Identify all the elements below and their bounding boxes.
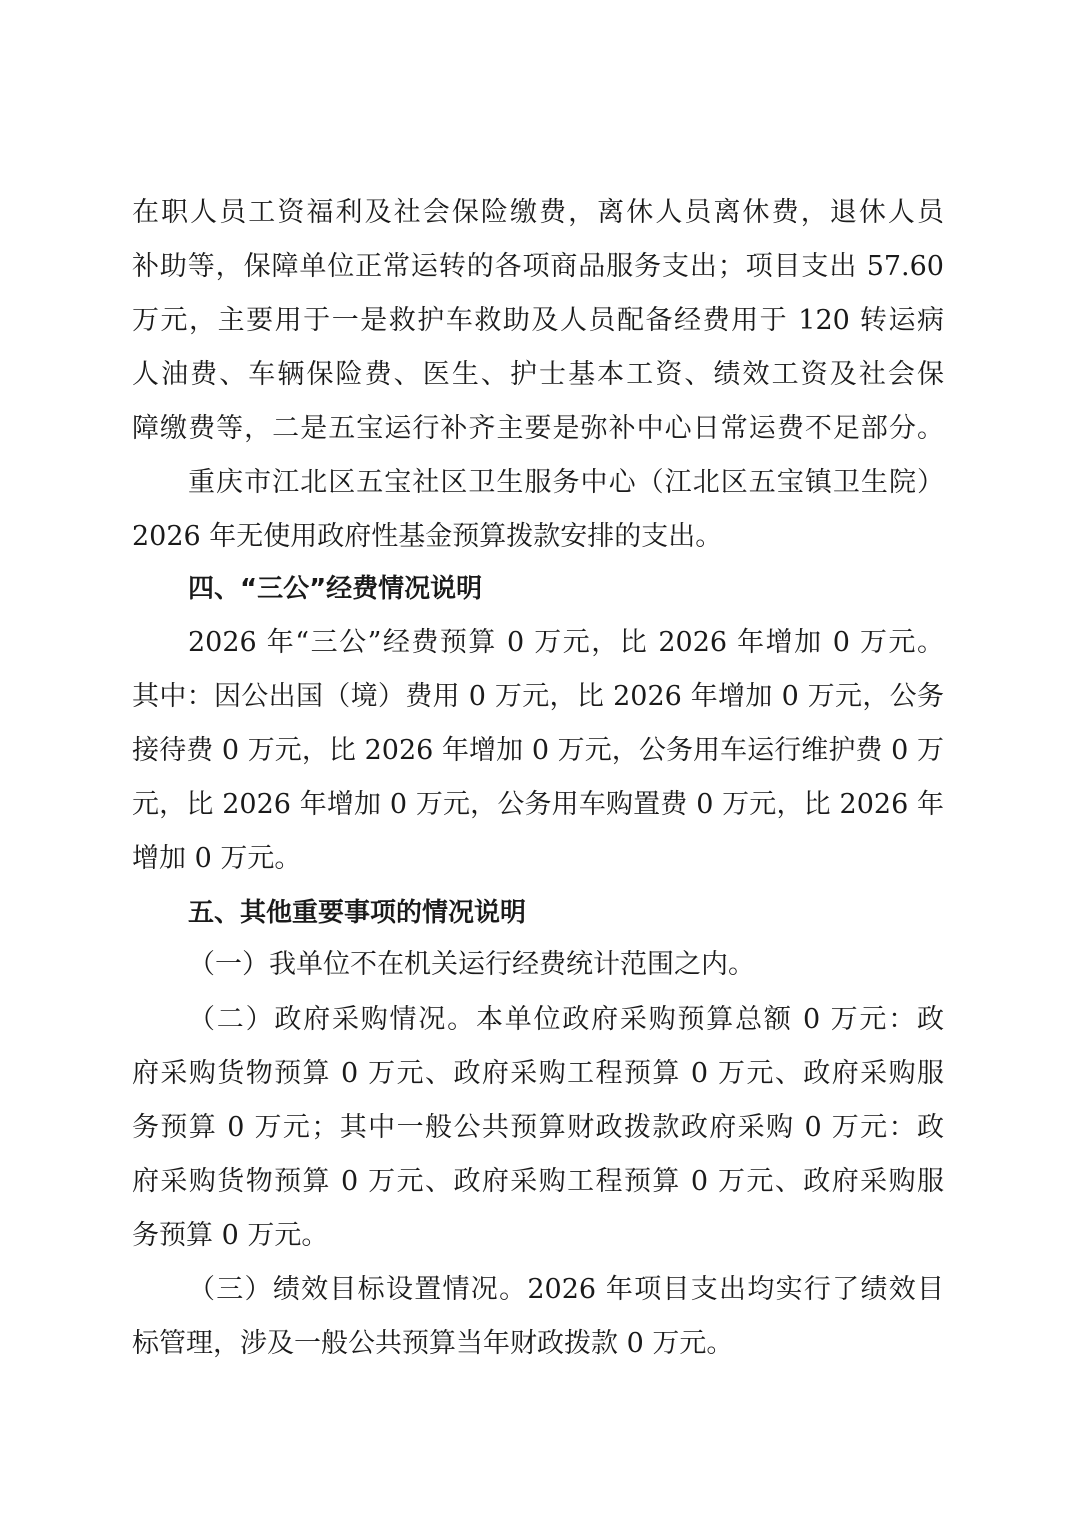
paragraph-line: 人油费、车辆保险费、医生、护士基本工资、绩效工资及社会保 — [132, 359, 944, 390]
paragraph-line: 务预算 0 万元；其中一般公共预算财政拨款政府采购 0 万元：政 — [132, 1112, 944, 1143]
paragraph-line: （二）政府采购情况。本单位政府采购预算总额 0 万元：政 — [188, 1004, 944, 1035]
paragraph-line: 务预算 0 万元。 — [132, 1220, 329, 1251]
paragraph-line: 标管理，涉及一般公共预算当年财政拨款 0 万元。 — [132, 1328, 734, 1359]
paragraph-line: 障缴费等，二是五宝运行补齐主要是弥补中心日常运费不足部分。 — [132, 413, 944, 444]
paragraph-line: 在职人员工资福利及社会保险缴费，离休人员离休费，退休人员 — [132, 197, 944, 228]
section-heading: 四、“三公”经费情况说明 — [188, 574, 483, 604]
paragraph-line: 接待费 0 万元，比 2026 年增加 0 万元，公务用车运行维护费 0 万 — [132, 735, 944, 766]
paragraph-line: 府采购货物预算 0 万元、政府采购工程预算 0 万元、政府采购服 — [132, 1166, 944, 1197]
paragraph-line: 重庆市江北区五宝社区卫生服务中心（江北区五宝镇卫生院） — [188, 467, 944, 498]
paragraph-line: （一）我单位不在机关运行经费统计范围之内。 — [188, 949, 755, 980]
paragraph-line: 万元，主要用于一是救护车救助及人员配备经费用于 120 转运病 — [132, 305, 944, 336]
section-heading: 五、其他重要事项的情况说明 — [188, 898, 527, 928]
paragraph-line: 元，比 2026 年增加 0 万元，公务用车购置费 0 万元，比 2026 年 — [132, 789, 944, 820]
paragraph-line: 2026 年“三公”经费预算 0 万元，比 2026 年增加 0 万元。 — [188, 627, 944, 658]
paragraph-line: （三）绩效目标设置情况。2026 年项目支出均实行了绩效目 — [188, 1274, 944, 1305]
paragraph-line: 其中：因公出国（境）费用 0 万元，比 2026 年增加 0 万元，公务 — [132, 681, 944, 712]
paragraph-line: 府采购货物预算 0 万元、政府采购工程预算 0 万元、政府采购服 — [132, 1058, 944, 1089]
paragraph-line: 增加 0 万元。 — [132, 843, 302, 874]
paragraph-line: 补助等，保障单位正常运转的各项商品服务支出；项目支出 57.60 — [132, 251, 944, 282]
paragraph-line: 2026 年无使用政府性基金预算拨款安排的支出。 — [132, 521, 723, 552]
